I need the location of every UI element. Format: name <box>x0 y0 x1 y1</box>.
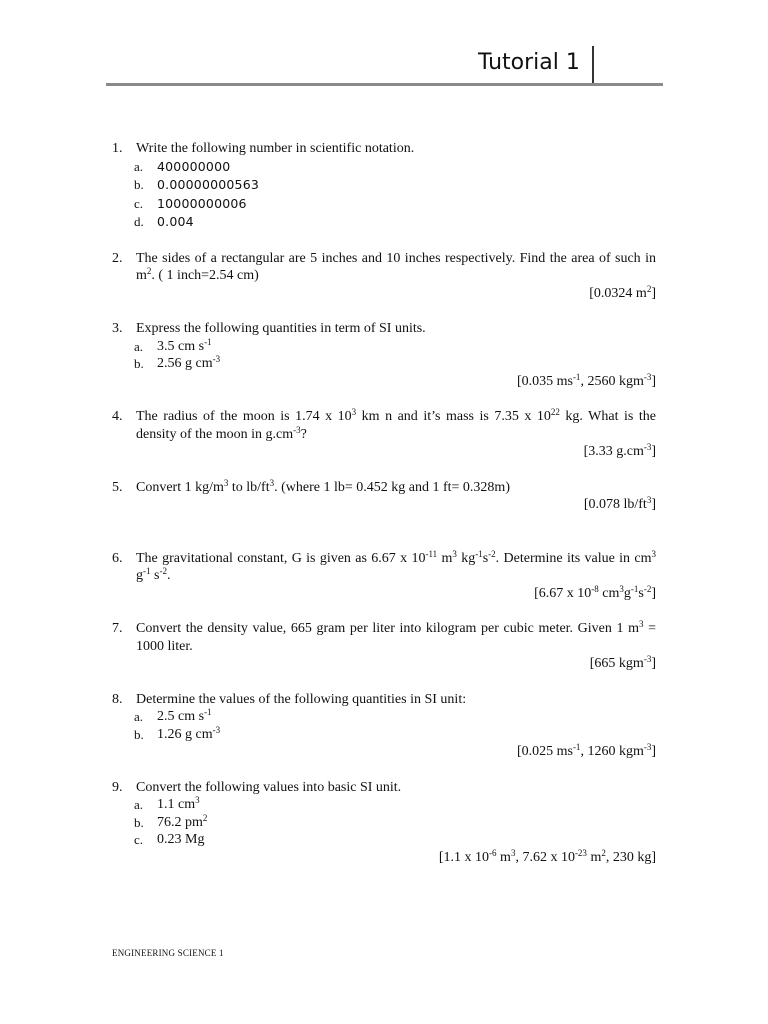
sub-item-letter: c. <box>134 195 144 211</box>
question-7 <box>112 620 656 655</box>
question-text: Express the following quantities in term of SI units. <box>136 321 426 336</box>
sub-item <box>112 158 656 177</box>
answer: [0.035 $ms^{-1}$, 2560 kgm$^{-3}$] <box>516 371 656 389</box>
sub-item-letter: a. <box>134 709 144 724</box>
sub-item-letter: d. <box>134 214 144 229</box>
sub-item <box>112 796 656 814</box>
question-2 <box>112 250 656 285</box>
question-1 <box>112 140 656 158</box>
sub-item <box>112 831 656 849</box>
sub-item-text: 0.00000000563 <box>157 177 260 192</box>
sub-item-text: 0.004 <box>157 214 194 229</box>
sub-item-letter: b. <box>134 726 144 742</box>
question-number: 1. <box>112 141 123 156</box>
answer: [0.0324 $m^2$] <box>589 283 656 301</box>
sub-item <box>112 708 656 726</box>
sub-item <box>112 726 656 744</box>
header-vertical-bar <box>592 46 594 84</box>
sub-item <box>112 213 656 232</box>
sub-item-text: 3.5 cm $s^{-1}$ <box>157 336 212 354</box>
sub-item-text: 10000000006 <box>157 195 247 211</box>
page-title: Tutorial 1 <box>478 50 580 75</box>
question-6 <box>112 550 656 585</box>
sub-item-text: 2.5 cm $s^{-1}$ <box>157 707 212 724</box>
header-rule <box>106 83 663 86</box>
question-number: 3. <box>112 321 123 336</box>
tutorial-body <box>112 140 656 866</box>
sub-item <box>112 176 656 195</box>
question-text: The gravitational constant, G is given as 6.67 x $10^{-11}$ $m^3$ $kg^{-1}s^{-2}$. Determine its value in $cm^3$ $g^{-1}$ $s^{-2}$. <box>136 548 657 583</box>
answer: [665 kgm$^{-3}$] <box>589 654 656 671</box>
question-3 <box>112 320 656 338</box>
question-text: Convert the following values into basic SI unit. <box>136 779 402 795</box>
sub-item-text: 76.2 $pm^2$ <box>157 812 208 830</box>
sub-item-letter: a. <box>134 797 144 812</box>
question-text: Convert the density value, 665 gram per liter into kilogram per cubic meter. Given 1 $m^3 = 1000$ liter. <box>136 619 656 654</box>
question-5 <box>112 479 656 497</box>
question-number: 8. <box>112 691 123 707</box>
question-number: 7. <box>112 621 123 636</box>
sub-item-letter: b. <box>134 356 144 371</box>
sub-item <box>112 195 656 214</box>
answer: [1.1 x $10^{-6}$ $m^3$, 7.62 x $10^{-23}$ $m^2$, 230 kg] <box>438 847 656 865</box>
question-text: Write the following number in scientific notation. <box>136 141 415 156</box>
sub-item-text: 400000000 <box>157 158 231 174</box>
question-text: The radius of the moon is 1.74 x $10^3$ km n and it’s mass is 7.35 x $10^{22}$ kg. What is the density of the moon in $g.cm^{-3}$? <box>136 407 656 442</box>
sub-item <box>112 814 656 832</box>
question-number: 2. <box>112 250 123 266</box>
answer: [3.33 $g.cm^{-3}$] <box>583 442 656 459</box>
sub-item <box>112 355 656 373</box>
question-number: 9. <box>112 779 123 795</box>
sub-item-letter: b. <box>134 814 144 830</box>
question-number: 4. <box>112 409 123 424</box>
sub-item-letter: c. <box>134 832 144 847</box>
sub-item-text: 2.56 g $cm^{-3}$ <box>157 354 221 371</box>
sub-item-letter: a. <box>134 338 144 354</box>
question-text: Determine the values of the following quantities in SI unit: <box>136 691 467 707</box>
question-9 <box>112 779 656 797</box>
sub-item-text: 1.26 g $cm^{-3}$ <box>157 724 221 742</box>
question-4 <box>112 408 656 443</box>
answer: [0.078 $lb/ft^3$] <box>583 495 656 512</box>
question-number: 6. <box>112 550 123 566</box>
question-text: The sides of a rectangular are 5 inches and 10 inches respectively. Find the area of such in $m^2$. ( 1 inch=2.54 cm) <box>136 250 656 283</box>
sub-item-letter: a. <box>134 158 144 174</box>
sub-item-text: 1.1 $cm^3$ <box>157 795 200 812</box>
page-footer: ENGINEERING SCIENCE 1 <box>112 948 224 958</box>
answer: [0.025 $ms^{-1}$, 1260 kgm$^{-3}$] <box>516 742 656 759</box>
question-8 <box>112 691 656 709</box>
question-text: Convert 1 $kg/m^3$ to $lb/ft^3$. (where 1 lb= 0.452 kg and 1 ft= 0.328m) <box>136 477 510 495</box>
sub-item-text: 0.23 Mg <box>157 832 205 847</box>
sub-item <box>112 338 656 356</box>
answer: [6.67 x $10^{-8}$ $cm^3g^{-1}s^{-2}$] <box>534 583 656 601</box>
sub-item-letter: b. <box>134 177 144 192</box>
question-number: 5. <box>112 479 123 495</box>
